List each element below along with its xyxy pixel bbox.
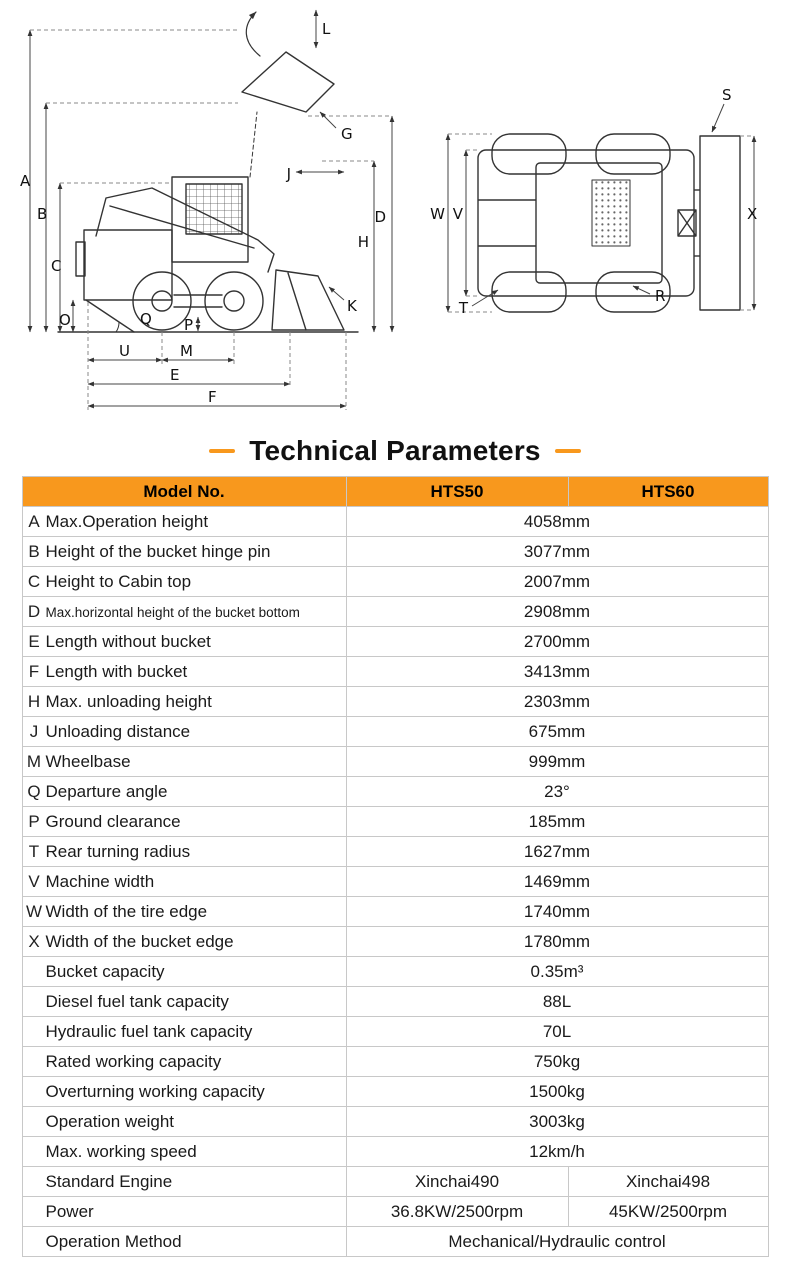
table-row: [22, 987, 768, 1017]
row-letter: M: [26, 751, 42, 771]
row-value: 3413mm: [346, 657, 768, 687]
table-row: [22, 537, 768, 567]
table-row: [22, 1137, 768, 1167]
row-label: Operation Method: [45, 1231, 182, 1251]
row-label: Hydraulic fuel tank capacity: [45, 1021, 253, 1041]
row-value: 2908mm: [346, 597, 768, 627]
row-letter: P: [28, 811, 40, 831]
table-row: [22, 687, 768, 717]
row-value: 88L: [346, 987, 768, 1017]
model-hts60-header: HTS60: [568, 477, 768, 507]
row-value: 2303mm: [346, 687, 768, 717]
row-value: 4058mm: [346, 507, 768, 537]
dim-label-E: E: [170, 366, 180, 384]
dim-label-L: L: [322, 20, 331, 38]
dim-label-R: R: [655, 287, 666, 305]
row-label: Width of the bucket edge: [45, 931, 234, 951]
row-label: Rated working capacity: [45, 1051, 222, 1071]
row-letter: V: [28, 871, 40, 891]
dim-label-J: J: [286, 165, 291, 183]
row-letter: B: [28, 541, 40, 561]
dim-label-P: P: [183, 316, 193, 334]
row-value: 2007mm: [346, 567, 768, 597]
row-letter: T: [28, 841, 40, 861]
dim-label-K: K: [347, 297, 357, 315]
row-letter: H: [27, 691, 41, 711]
row-label: Length with bucket: [45, 661, 188, 681]
row-label: Rear turning radius: [45, 841, 191, 861]
row-value: 45KW/2500rpm: [568, 1197, 768, 1227]
row-value: 999mm: [346, 747, 768, 777]
table-row: [22, 1167, 768, 1197]
table-row: [22, 867, 768, 897]
table-row: [22, 927, 768, 957]
table-row: [22, 507, 768, 537]
row-value: 36.8KW/2500rpm: [346, 1197, 568, 1227]
model-no-header: Model No.: [22, 477, 346, 507]
table-row: [22, 717, 768, 747]
row-value: Mechanical/Hydraulic control: [346, 1227, 768, 1257]
row-label: Ground clearance: [45, 811, 181, 831]
section-title-row: [0, 432, 790, 470]
title-accent-bar-right: [555, 449, 581, 453]
dim-label-F: F: [208, 388, 217, 406]
table-row: [22, 897, 768, 927]
table-row: [22, 1047, 768, 1077]
table-row: [22, 597, 768, 627]
row-letter: J: [29, 721, 39, 741]
row-label: Wheelbase: [45, 751, 131, 771]
row-value: 23°: [346, 777, 768, 807]
table-row: [22, 657, 768, 687]
table-row: [22, 957, 768, 987]
row-letter: A: [28, 511, 40, 531]
table-row: [22, 567, 768, 597]
row-label: Machine width: [45, 871, 155, 891]
row-label: Operation weight: [45, 1111, 175, 1131]
dim-label-W: W: [430, 205, 445, 223]
top-view-machine: [478, 134, 740, 312]
row-label: Unloading distance: [45, 721, 191, 741]
row-value: 0.35m³: [346, 957, 768, 987]
row-value: 3077mm: [346, 537, 768, 567]
dim-label-B: B: [37, 205, 48, 223]
row-value: 70L: [346, 1017, 768, 1047]
table-row: [22, 747, 768, 777]
page-title: Technical Parameters: [249, 435, 541, 466]
row-value: 1469mm: [346, 867, 768, 897]
dim-label-C: C: [51, 257, 62, 275]
dim-label-T: T: [458, 299, 468, 317]
row-label: Height of the bucket hinge pin: [45, 541, 271, 561]
dim-label-V: V: [452, 205, 463, 223]
row-value: 12km/h: [346, 1137, 768, 1167]
row-letter: E: [28, 631, 40, 651]
params-table-body: [22, 507, 768, 1257]
dim-label-H: H: [357, 233, 369, 251]
model-hts50-header: HTS50: [346, 477, 568, 507]
table-row: [22, 1197, 768, 1227]
row-value: 750kg: [346, 1047, 768, 1077]
dim-label-U: U: [119, 342, 130, 360]
dim-label-G: G: [341, 125, 353, 143]
row-label: Max.Operation height: [45, 511, 209, 531]
dim-label-S: S: [722, 86, 732, 104]
row-label: Max. working speed: [45, 1141, 197, 1161]
row-value: Xinchai498: [568, 1167, 768, 1197]
table-row: [22, 807, 768, 837]
row-label: Bucket capacity: [45, 961, 165, 981]
dim-label-D: D: [374, 208, 386, 226]
dim-label-M: M: [180, 342, 193, 360]
table-header-row: [22, 477, 768, 507]
technical-drawing: [0, 0, 790, 430]
row-label: Width of the tire edge: [45, 901, 208, 921]
row-letter: W: [25, 901, 43, 921]
row-value: 2700mm: [346, 627, 768, 657]
row-value: 1500kg: [346, 1077, 768, 1107]
row-value: 1740mm: [346, 897, 768, 927]
dimension-labels: [20, 20, 757, 406]
row-letter: D: [27, 601, 41, 621]
row-label: Standard Engine: [45, 1171, 173, 1191]
dim-label-Q: Q: [140, 310, 152, 328]
table-row: [22, 1227, 768, 1257]
table-row: [22, 1107, 768, 1137]
row-label: Departure angle: [45, 781, 168, 801]
table-row: [22, 1077, 768, 1107]
row-value: 3003kg: [346, 1107, 768, 1137]
dim-label-X: X: [747, 205, 758, 223]
technical-parameters-table: [22, 476, 769, 1257]
row-value: 1627mm: [346, 837, 768, 867]
row-label: Max.horizontal height of the bucket bottom: [45, 604, 300, 620]
technical-drawing-svg: [0, 0, 790, 430]
row-letter: X: [28, 931, 40, 951]
row-value: 675mm: [346, 717, 768, 747]
row-value: 1780mm: [346, 927, 768, 957]
row-letter: Q: [27, 781, 41, 801]
row-label: Height to Cabin top: [45, 571, 192, 591]
row-value: Xinchai490: [346, 1167, 568, 1197]
row-label: Overturning working capacity: [45, 1081, 265, 1101]
dim-label-A: A: [20, 172, 31, 190]
row-value: 185mm: [346, 807, 768, 837]
row-label: Max. unloading height: [45, 691, 212, 711]
table-row: [22, 1017, 768, 1047]
table-row: [22, 837, 768, 867]
row-label: Power: [45, 1201, 94, 1221]
table-row: [22, 627, 768, 657]
row-label: Diesel fuel tank capacity: [45, 991, 229, 1011]
title-accent-bar-left: [209, 449, 235, 453]
dim-label-O: O: [59, 311, 71, 329]
row-label: Length without bucket: [45, 631, 211, 651]
row-letter: F: [28, 661, 40, 681]
row-letter: C: [27, 571, 41, 591]
table-row: [22, 777, 768, 807]
